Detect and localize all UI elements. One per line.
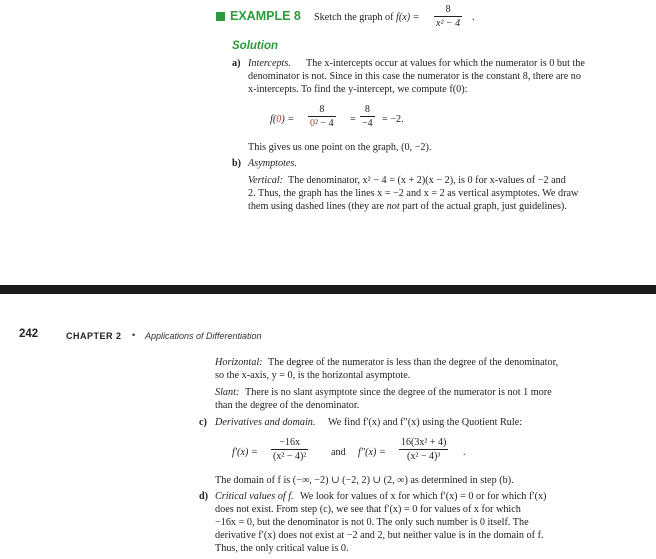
part-b-horizontal-label: Horizontal: [215, 357, 263, 368]
part-c-fdoubleprime-denominator: (x² − 4)³ [407, 451, 441, 462]
part-b-vertical-line1: The denominator, x² − 4 = (x + 2)(x − 2), is 0 for x-values of −2 and [288, 175, 566, 186]
part-c-fprime-fraction [271, 437, 308, 462]
page-divider [0, 285, 656, 294]
part-b-vertical-line2: 2. Thus, the graph has the lines x = −2 and x = 2 as vertical asymptotes. We draw [248, 188, 579, 199]
chapter-title: Applications of Differentiation [145, 331, 262, 341]
part-d-line5: Thus, the only critical value is 0. [215, 543, 349, 554]
example-function-fraction [434, 4, 462, 29]
part-a-line1: The x-intercepts occur at values for which the numerator is 0 but the [306, 58, 585, 69]
example-marker-icon [216, 12, 225, 21]
part-b-slant-line2: than the degree of the denominator. [215, 400, 360, 411]
part-c-end: . [463, 447, 466, 458]
chapter-label: CHAPTER 2 [66, 331, 122, 341]
solution-heading: Solution [232, 40, 278, 52]
part-d-line1: We look for values of x for which f′(x) = 0 or for which f′(x) [300, 491, 547, 502]
part-c-title: Derivatives and domain. [215, 417, 316, 428]
part-c-fprime-lhs: f′(x) = [232, 447, 258, 458]
part-b-horizontal-line2: so the x-axis, y = 0, is the horizontal asymptote. [215, 370, 411, 381]
part-b-title: Asymptotes. [248, 158, 297, 169]
example-label: EXAMPLE 8 [230, 9, 301, 23]
part-a-fraction-2-denominator: −4 [362, 118, 373, 129]
part-b-horizontal-line1: The degree of the numerator is less than the degree of the denominator, [268, 357, 559, 368]
part-d-line4: derivative f′(x) does not exist at −2 and 2, but neither value is in the domain of f. [215, 530, 544, 541]
part-a-equation-lhs: f(0) = [270, 114, 295, 125]
part-a-marker: a) [232, 58, 241, 69]
part-b-vertical-line3: them using dashed lines (they are not part of the actual graph, just guidelines). [248, 201, 567, 212]
example-function-numerator: 8 [445, 4, 451, 15]
part-c-fdoubleprime-lhs: f″(x) = [358, 447, 386, 458]
part-b-vertical-label: Vertical: [248, 175, 284, 186]
page-bottom [0, 294, 656, 559]
part-d-line2: does not exist. From step (c), we see that f′(x) = 0 for values of x for which [215, 504, 521, 515]
part-c-domain: The domain of f is (−∞, −2) ∪ (−2, 2) ∪ (2, ∞) as determined in step (b). [215, 475, 514, 486]
part-b-marker: b) [232, 158, 242, 169]
part-a-result: = −2. [382, 114, 404, 125]
part-a-conclusion: This gives us one point on the graph, (0, −2). [248, 142, 432, 153]
part-a-line2: denominator is not. Since in this case the numerator is the constant 8, there are no [248, 71, 581, 82]
part-d-title: Critical values of f. [215, 491, 294, 502]
part-c-text: We find f′(x) and f″(x) using the Quotient Rule: [328, 417, 523, 428]
part-c-marker: c) [199, 417, 207, 428]
part-d-line3: −16x = 0, but the denominator is not 0. The only such number is 0 itself. The [215, 517, 529, 528]
part-a-fraction-1-numerator: 8 [319, 104, 325, 115]
part-a-fraction-1 [308, 104, 336, 129]
header-separator: • [132, 330, 136, 340]
part-c-and: and [331, 447, 346, 458]
part-a-fraction-2 [360, 104, 375, 129]
part-b-slant-label: Slant: [215, 387, 240, 398]
part-a-fraction-2-numerator: 8 [364, 104, 370, 115]
part-b-slant-line1: There is no slant asymptote since the degree of the numerator is not 1 more [245, 387, 552, 398]
page-number: 242 [19, 328, 39, 340]
part-a-title: Intercepts. [248, 58, 291, 69]
part-c-fprime-numerator: −16x [279, 437, 300, 448]
example-prompt: Sketch the graph of [314, 12, 394, 23]
part-c-fdoubleprime-numerator: 16(3x² + 4) [401, 437, 447, 448]
part-a-line3: x-intercepts. To find the y-intercept, we compute f(0): [248, 84, 468, 95]
part-a-fraction-1-denominator: 0² − 4 [310, 118, 334, 129]
example-function-lhs: f(x) = [396, 12, 420, 23]
part-a-equals: = [350, 114, 356, 125]
part-d-marker: d) [199, 491, 209, 502]
part-c-fprime-denominator: (x² − 4)² [273, 451, 307, 462]
example-function-denominator: x² − 4 [436, 18, 461, 29]
example-function-end: . [472, 12, 475, 23]
part-c-fdoubleprime-fraction [399, 437, 448, 462]
